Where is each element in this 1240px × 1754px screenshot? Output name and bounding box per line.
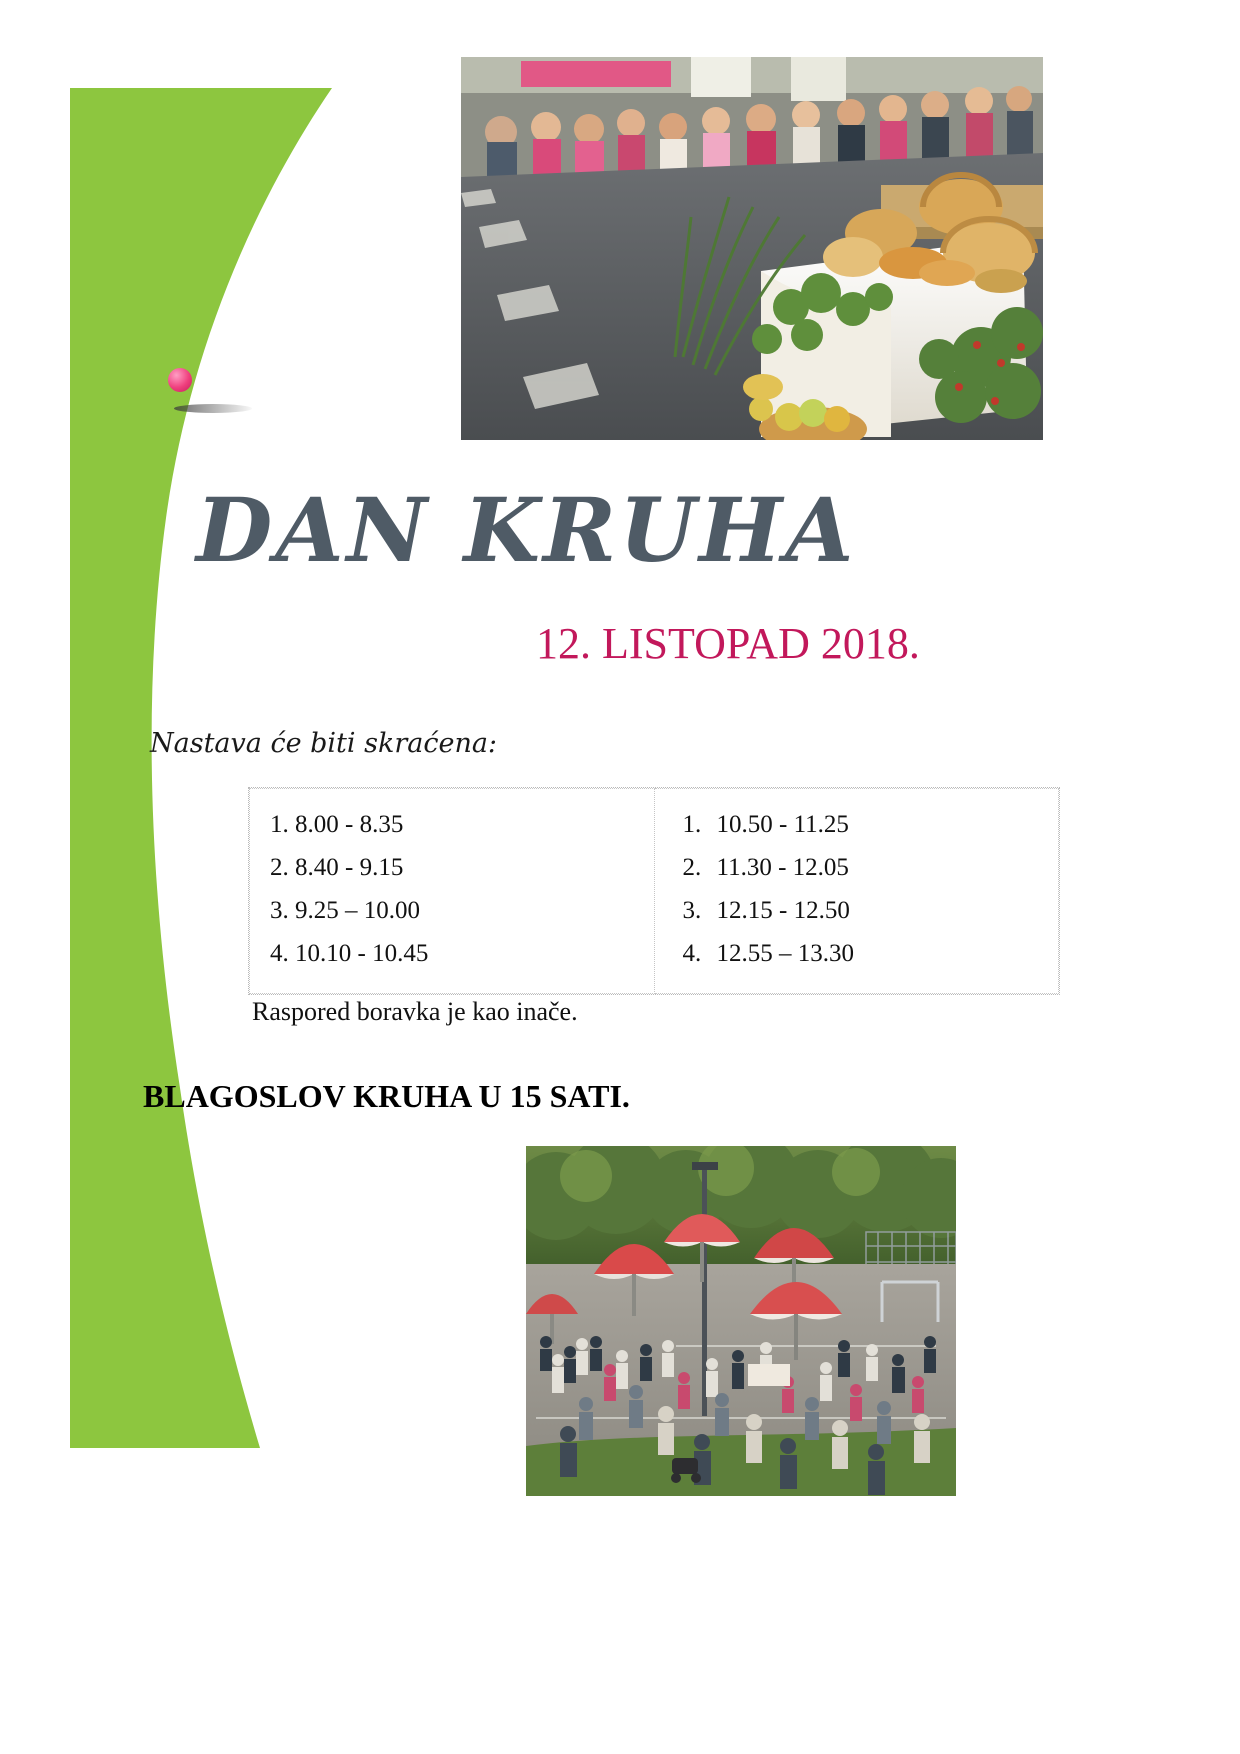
list-item: 3. 9.25 – 10.00	[270, 897, 420, 924]
poster-date: 12. LISTOPAD 2018.	[536, 619, 920, 668]
photo-harvest-table	[461, 57, 1043, 440]
green-shape-fill	[70, 88, 350, 1448]
list-item: 2. 8.40 - 9.15	[270, 854, 404, 881]
photo-harvest-table-graphic	[461, 57, 1043, 440]
pink-ball-icon	[168, 368, 192, 392]
list-item-time: 12.55 – 13.30	[716, 940, 854, 967]
list-item-time: 11.30 - 12.05	[716, 854, 849, 881]
list-item-number: 1.	[682, 811, 702, 838]
photo-schoolyard-crowd-graphic	[526, 1146, 956, 1496]
list-item: 4. 10.10 - 10.45	[270, 940, 429, 967]
list-item-number: 4.	[682, 940, 702, 967]
list-item-time: 12.15 - 12.50	[716, 897, 850, 924]
green-leaf-shape	[70, 88, 350, 1448]
list-item	[665, 889, 1049, 932]
schedule-note: Raspored boravka je kao inače.	[252, 997, 578, 1026]
list-item	[665, 803, 1049, 846]
poster-lead-text: Nastava će biti skraćena:	[150, 728, 498, 759]
schedule-column-morning	[250, 789, 655, 994]
schedule-table	[248, 787, 1060, 995]
poster-title: DAN KRUHA	[196, 478, 857, 582]
pink-ball-shadow	[174, 404, 252, 413]
list-item-number: 3.	[682, 897, 702, 924]
schedule-column-afternoon	[654, 789, 1059, 994]
table-row	[250, 789, 1059, 994]
photo-schoolyard-crowd	[526, 1146, 956, 1496]
list-item-number: 2.	[682, 854, 702, 881]
list-item-time: 10.50 - 11.25	[716, 811, 849, 838]
list-item: 1. 8.00 - 8.35	[270, 811, 404, 838]
list-item	[665, 846, 1049, 889]
blessing-text: BLAGOSLOV KRUHA U 15 SATI.	[143, 1078, 630, 1114]
list-item	[665, 932, 1049, 975]
